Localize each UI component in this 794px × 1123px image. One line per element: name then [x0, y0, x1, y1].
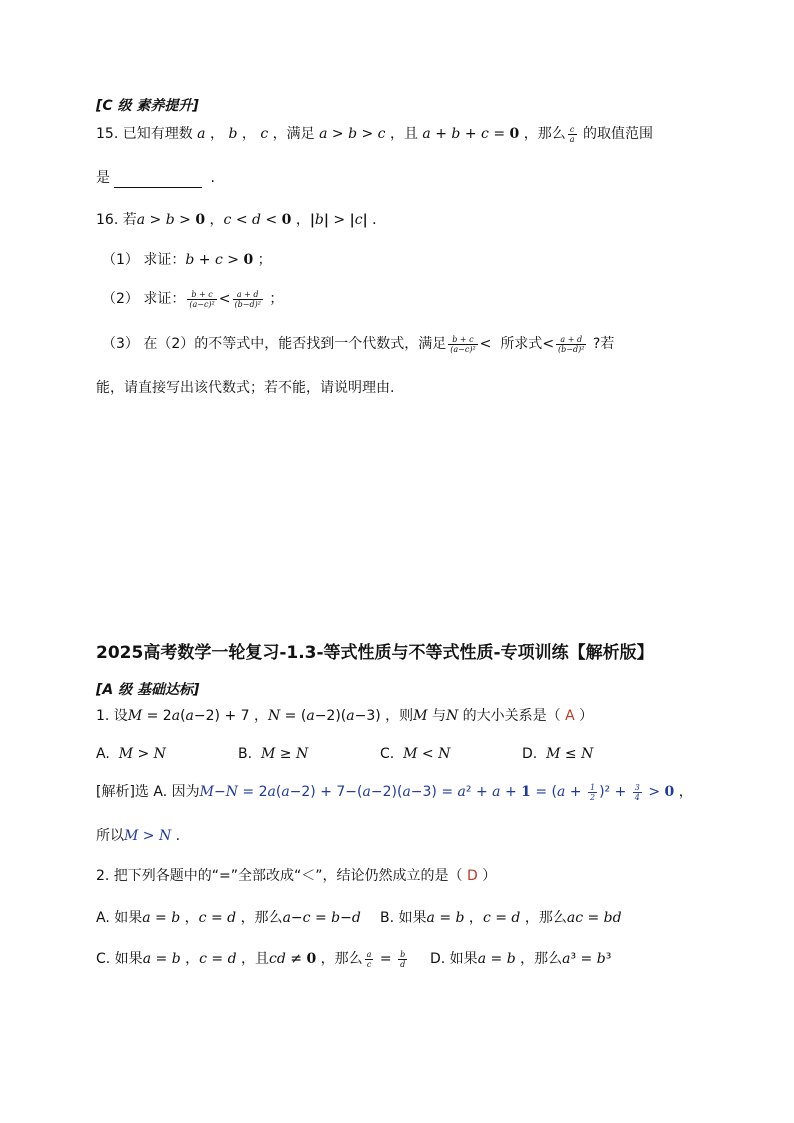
q2-option-b[interactable]: B. 如果a = b ，c = d ，那么ac = bd [380, 910, 622, 926]
q2-option-d[interactable]: D. 如果a = b ，那么a³ = b³ [430, 951, 612, 967]
q2-option-c[interactable]: C. 如果a = b ，c = d ，且cd ≠ 0 ，那么 $\frac{a}{c}$ = $\frac{b}{d}$ [96, 949, 406, 969]
q1-option-c[interactable]: C. M < N [380, 746, 451, 762]
question-15-line1: 15. 已知有理数 a ， b ， c ，满足 a > b > c ，且 a + b + c = 0 ，那么 $\frac{c}{a}$ 的取值范围 [96, 124, 653, 144]
document-title: 2025高考数学一轮复习-1.3-等式性质与不等式性质-专项训练【解析版】 [96, 643, 654, 663]
answer-blank[interactable] [114, 173, 202, 188]
answer-q2: D [467, 868, 478, 884]
question-16-part2: （2） 求证： $\frac{b + c}{\text{(a−c)²}}$ < $\frac{a + d}{\text{(b−d)²}}$ ； [102, 289, 284, 309]
q2-option-a[interactable]: A. 如果a = b ，c = d ，那么a−c = b−d [96, 910, 361, 926]
question-16-part3-line2: 能，请直接写出该代数式；若不能，请说明理由. [96, 380, 395, 396]
fraction-c-over-a: $\frac{c}{a}$ [569, 124, 575, 144]
question-16-stem: 16. 若a > b > 0 ，c < d < 0 ，|b| > |c| ． [96, 212, 387, 228]
q1-solution-line1: [解析]选 A. 因为M−N = 2a(a−2) + 7−(a−2)(a−3) = a² + a + 1 = (a + $\frac{1}{2}$ )² + $\frac{3}{4}$ > 0 ， [96, 782, 693, 802]
q15-text: 15. 已知有理数 [96, 126, 193, 142]
q1-solution-line2: 所以M > N . [96, 828, 181, 844]
section-a-heading: [A 级 基础达标] [96, 682, 200, 698]
question-1-stem: 1. 设M = 2a(a−2) + 7 ，N = (a−2)(a−3) ，则M 与N 的大小关系是（ A ） [96, 708, 594, 724]
question-2-stem: 2. 把下列各题中的“=”全部改成“＜”，结论仍然成立的是（ D ） [96, 868, 497, 884]
section-c-heading: [C 级 素养提升] [96, 98, 199, 114]
question-16-part3-line1: （3） 在（2）的不等式中，能否找到一个代数式，满足 $\frac{b + c}{\text{(a−c)²}}$ < 所求式< $\frac{a + d}{\text{(b−d)²}}$ ?若 [102, 334, 615, 354]
q1-option-a[interactable]: A. M > N [96, 746, 166, 762]
question-16-part1: （1） 求证：b + c > 0 ； [102, 252, 272, 268]
q1-option-b[interactable]: B. M ≥ N [238, 746, 309, 762]
question-15-line2: 是 . [96, 170, 215, 186]
q1-option-d[interactable]: D. M ≤ N [522, 746, 594, 762]
answer-q1: A [565, 708, 575, 724]
